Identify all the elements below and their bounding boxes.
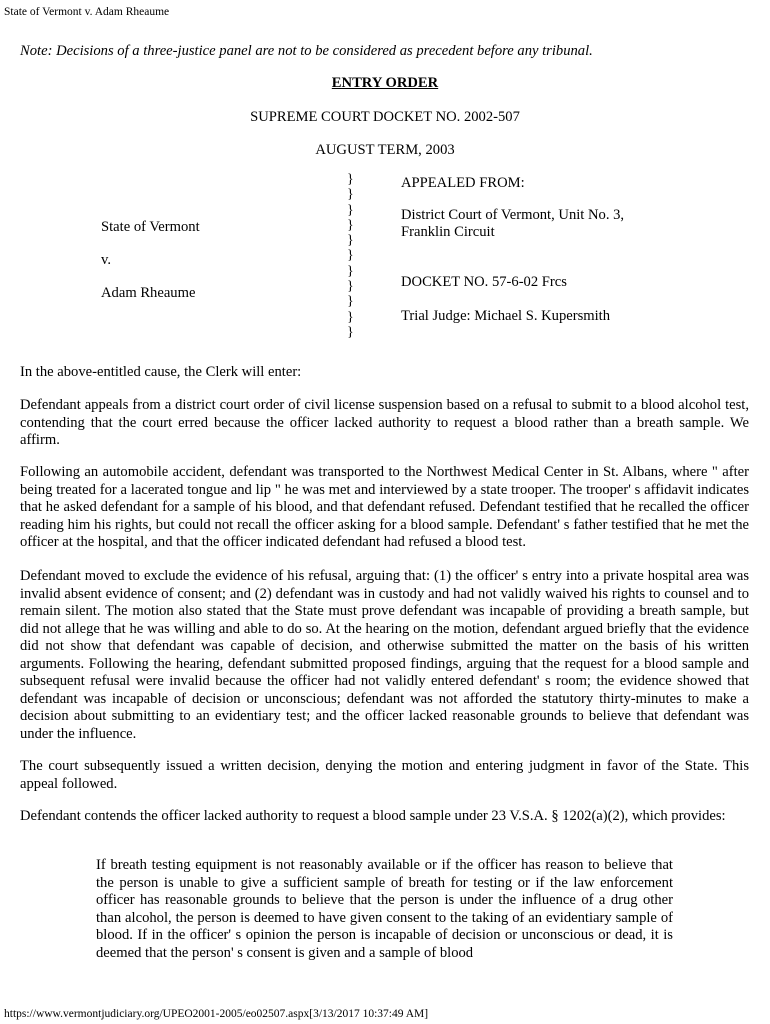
paragraph-text: Defendant contends the officer lacked authority to request a blood sample under 23 V.S.A. § 1202(a)(2), which provides: — [20, 808, 726, 824]
brace: } — [347, 233, 354, 249]
precedent-note: Note: Decisions of a three-justice panel are not to be considered as precedent before any tribunal. — [20, 43, 593, 59]
case-caption — [0, 172, 770, 350]
brace: } — [347, 309, 354, 325]
brace: } — [347, 263, 354, 279]
plaintiff-name: State of Vermont — [101, 219, 200, 235]
docket-line: SUPREME COURT DOCKET NO. 2002-507 — [250, 109, 520, 125]
paragraph-text: Defendant appeals from a district court order of civil license suspension based on a refusal to submit to a blood alcohol test, contending that the court erred because the officer lacked authority to request a blood rather than a breath sample. We affirm. — [20, 397, 749, 448]
brace: } — [347, 202, 354, 218]
brace: } — [347, 248, 354, 264]
brace: } — [347, 324, 354, 340]
paragraph-text: Following an automobile accident, defendant was transported to the Northwest Medical Center in St. Albans, where " after being treated for a lacerated tongue and lip " he was met and interviewed by a state trooper. The trooper' s affidavit indicates that he asked defendant for a sample of his blood, and that defendant refused. Defendant testified that he recalled the officer reading him his rights, but could not recall the officer asking for a blood sample. Defendant' s father testified that he met the officer at the hospital, and that the officer indicated defendant had refused a blood test. — [20, 464, 749, 550]
trial-judge: Trial Judge: Michael S. Kupersmith — [401, 308, 611, 324]
appealed-from-label: APPEALED FROM: — [401, 175, 525, 191]
paragraph-decision — [20, 758, 749, 793]
entry-order-title: ENTRY ORDER — [331, 75, 439, 91]
brace: } — [347, 187, 354, 203]
term-line: AUGUST TERM, 2003 — [315, 142, 455, 158]
lower-court-line1: District Court of Vermont, Unit No. 3, — [401, 207, 625, 223]
paragraph-clerk-enter — [20, 364, 749, 382]
print-header: State of Vermont v. Adam Rheaume — [4, 6, 170, 18]
print-footer-url: https://www.vermontjudiciary.org/UPEO2001-2005/eo02507.aspx[3/13/2017 10:37:49 AM] — [4, 1008, 429, 1020]
brace: } — [347, 294, 354, 310]
brace: } — [347, 279, 354, 295]
paragraph-text: The court subsequently issued a written decision, denying the motion and entering judgment in favor of the State. This appeal followed. — [20, 758, 749, 792]
statute-quote: If breath testing equipment is not reasonably available or if the officer has reason to believe that the person is unable to give a sufficient sample of breath for testing or if the law enforcement officer has reasonable grounds to believe that the person is under the influence of a drug other than alcohol, the person is deemed to have given consent to the taking of an evidentiary sample of blood. If in the officer' s opinion the person is incapable of decision or unconscious or dead, it is deemed that the person' s consent is given and a sample of blood — [96, 857, 673, 961]
paragraph-text: In the above-entitled cause, the Clerk will enter: — [20, 364, 302, 380]
brace: } — [347, 217, 354, 233]
paragraph-text: Defendant moved to exclude the evidence of his refusal, arguing that: (1) the officer' s entry into a private hospital area was invalid absent evidence of consent; and (2) defendant was in custody and had not validly waived his rights to counsel and to remain silent. The motion also stated that the State must prove defendant was incapable of providing a breath sample, but did not allege that he was willing and able to do so. At the hearing on the motion, defendant argued briefly that the evidence did not show that defendant was capable of decision, and otherwise submitted the matter on the basis of his written arguments. Following the hearing, defendant submitted proposed findings, arguing that the request for a blood sample and subsequent refusal were invalid because the officer had not validly entered defendant' s room; the evidence showed that defendant was incapable of decision or unconscious; defendant was not afforded the statutory thirty-minutes to make a decision about submitting to an evidentiary test; and the officer lacked reasonable grounds to believe that defendant was under the influence. — [20, 568, 749, 742]
versus-label: v. — [101, 252, 111, 268]
brace: } — [347, 172, 354, 187]
paragraph-motion — [20, 568, 749, 743]
lower-court-line2: Franklin Circuit — [401, 224, 495, 240]
lower-docket-number: DOCKET NO. 57-6-02 Frcs — [401, 274, 567, 290]
defendant-name: Adam Rheaume — [101, 285, 196, 301]
caption-braces — [347, 172, 357, 340]
paragraph-facts — [20, 464, 749, 552]
paragraph-appeal-summary — [20, 397, 749, 450]
paragraph-contention — [20, 808, 749, 826]
